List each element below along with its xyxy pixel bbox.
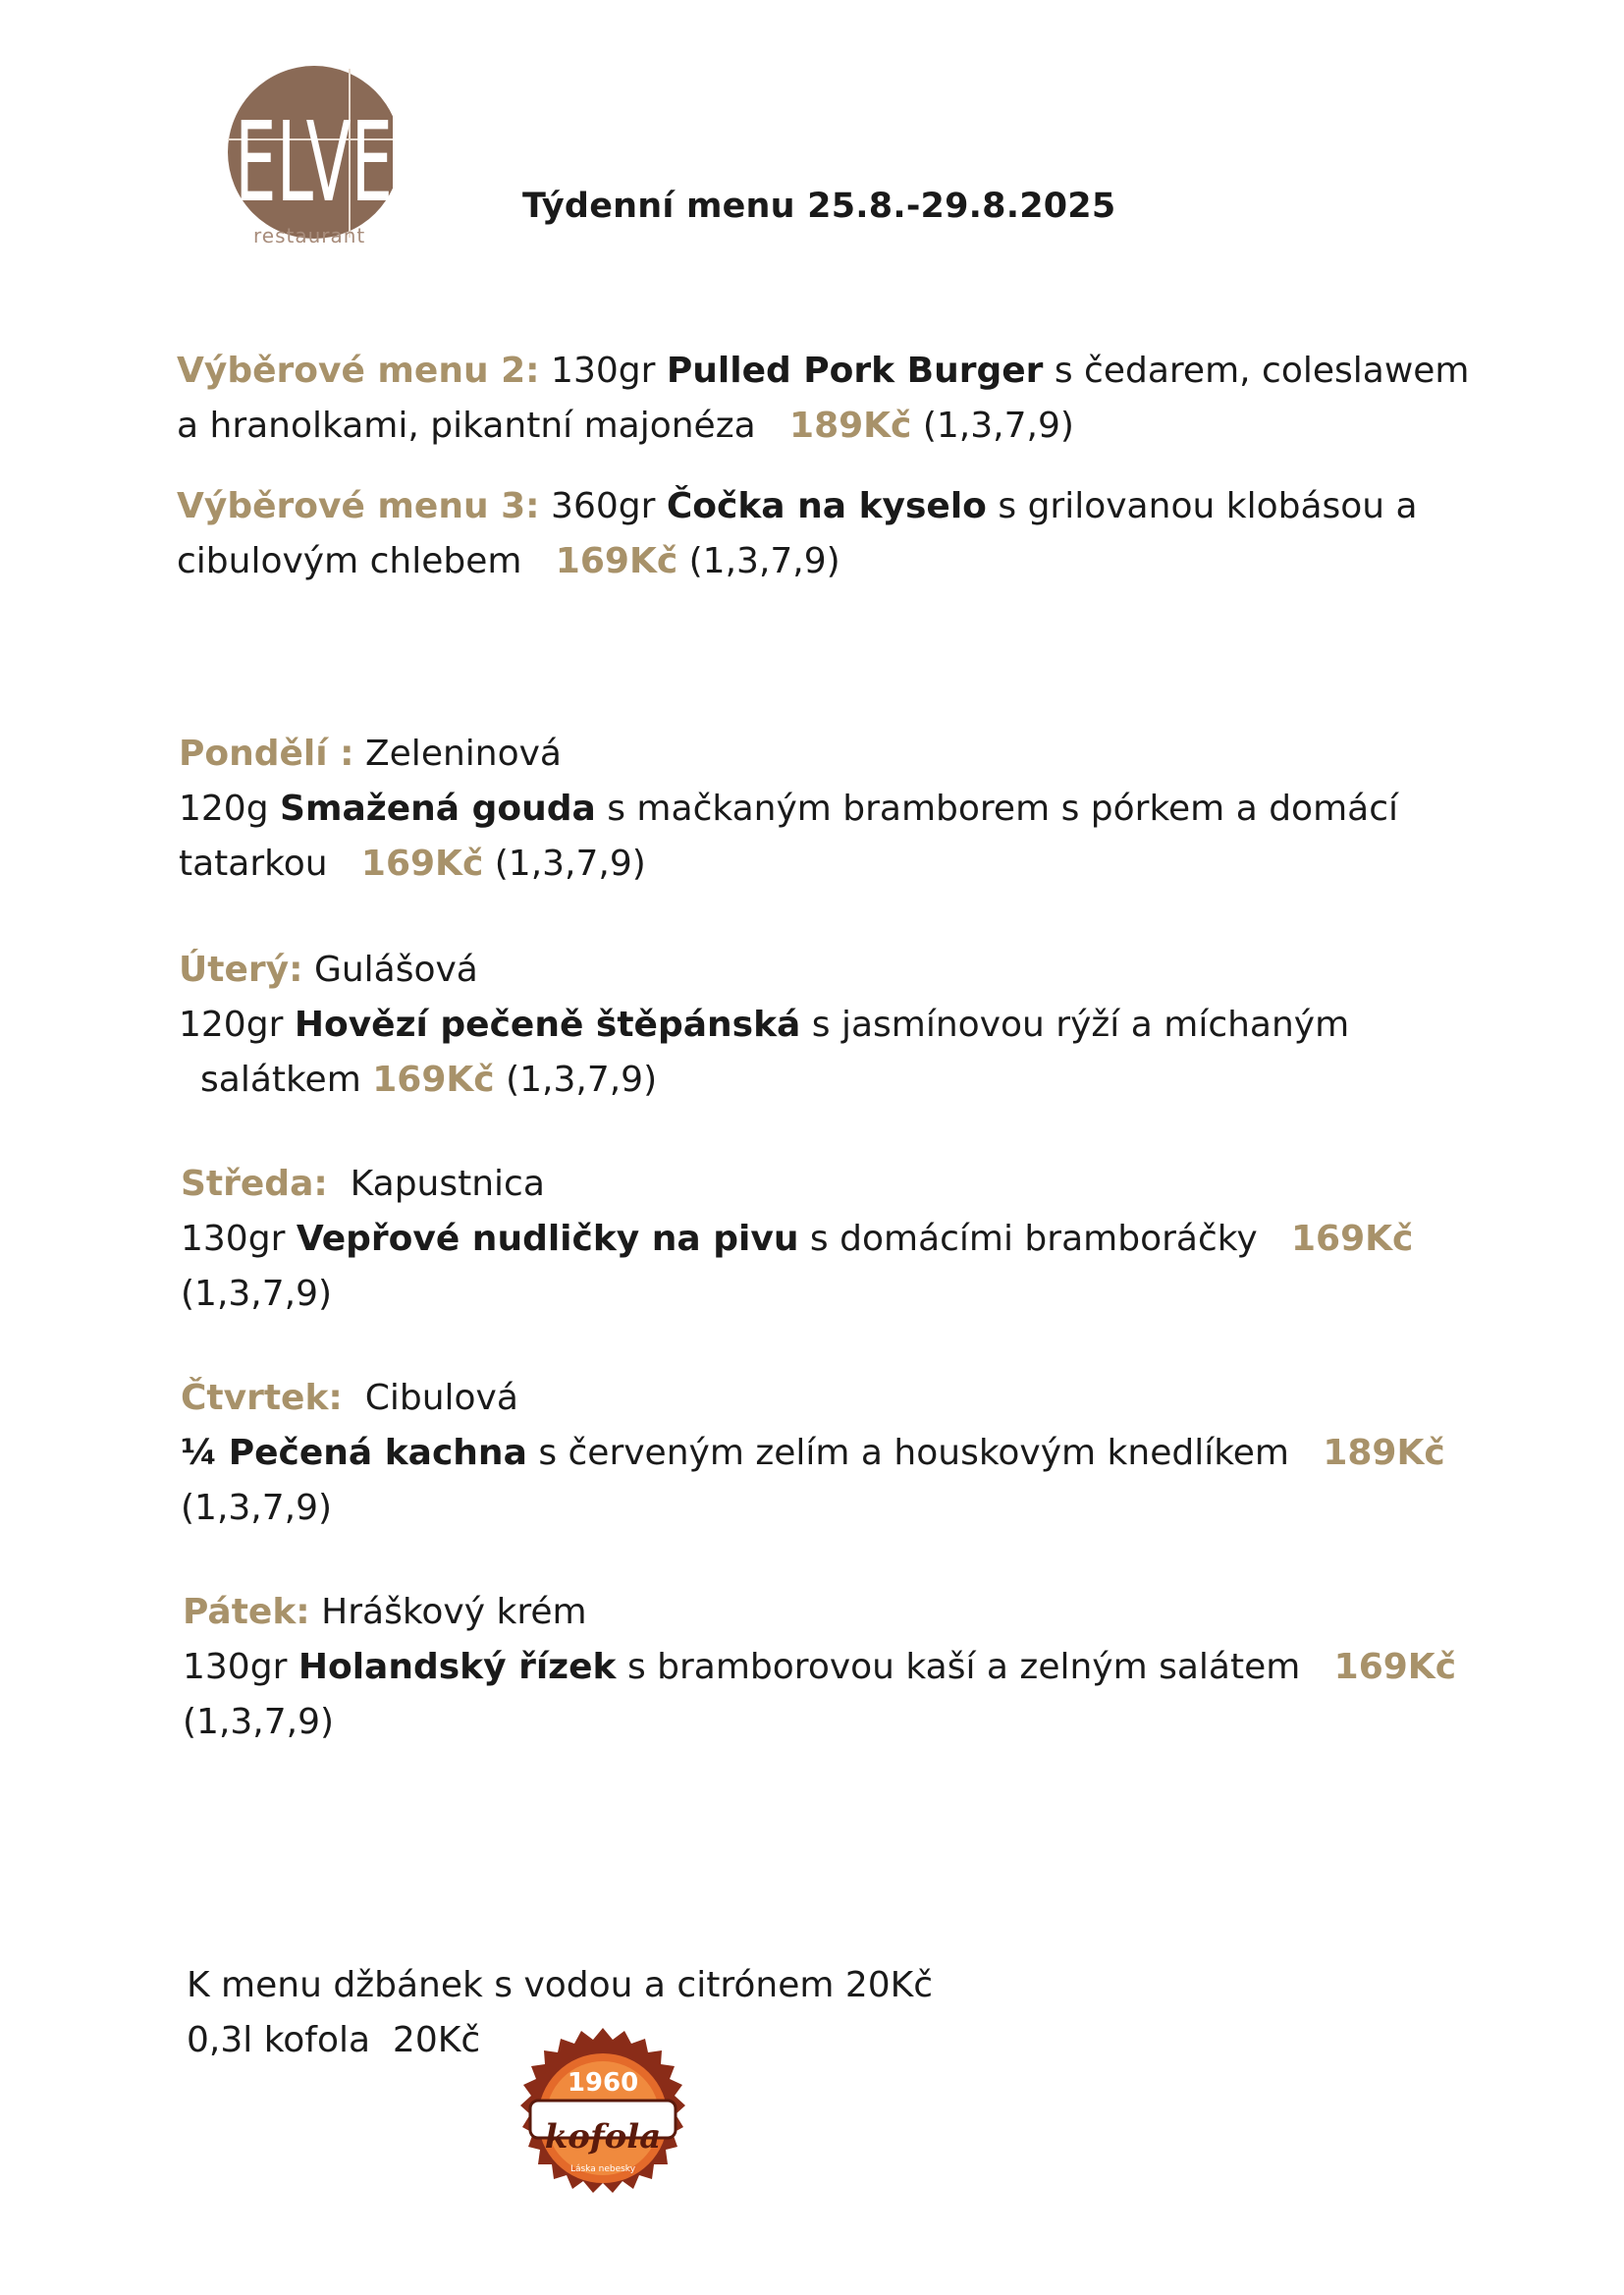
day-friday [183, 1585, 1456, 1750]
soup-name: Cibulová [364, 1378, 518, 1418]
dish-weight: 130gr [183, 1647, 288, 1687]
day-monday [179, 727, 1398, 892]
dish-price: 189Kč [789, 406, 912, 446]
soup-name: Gulášová [313, 950, 478, 990]
dish-allergens: (1,3,7,9) [183, 1702, 335, 1742]
dish-name: Pečená kachna [228, 1433, 527, 1473]
drinks-water: K menu džbánek s vodou a citrónem 20Kč [187, 1965, 934, 2005]
dish-description-cont: salátkem [200, 1060, 361, 1100]
day-label: Úterý: [179, 950, 303, 990]
dish-allergens: (1,3,7,9) [922, 406, 1074, 446]
dish-allergens: (1,3,7,9) [181, 1274, 333, 1314]
cap-brand: kofola [544, 2117, 662, 2157]
dish-weight: 130gr [551, 351, 656, 391]
dish-name: Hovězí pečeně štěpánská [294, 1005, 801, 1045]
dish-name: Holandský řízek [298, 1647, 617, 1687]
dish-weight: 130gr [181, 1219, 286, 1259]
day-thursday [181, 1371, 1445, 1536]
dish-name: Čočka na kyselo [666, 486, 987, 526]
dish-description-cont: cibulovým chlebem [177, 541, 522, 581]
dish-description: s jasmínovou rýží a míchaným [811, 1005, 1350, 1045]
dish-price: 189Kč [1323, 1433, 1445, 1473]
dish-description: s grilovanou klobásou a [998, 486, 1418, 526]
dish-description: s mačkaným bramborem s pórkem a domácí [607, 789, 1398, 829]
dish-price: 169Kč [555, 541, 678, 581]
kofola-cap-logo [511, 2026, 695, 2211]
dish-allergens: (1,3,7,9) [494, 844, 646, 884]
dish-weight: 120g [179, 789, 269, 829]
dish-price: 169Kč [1290, 1219, 1414, 1259]
dish-description: s čedarem, coleslawem [1054, 351, 1470, 391]
dish-description-cont: a hranolkami, pikantní majonéza [177, 406, 756, 446]
dish-price: 169Kč [372, 1060, 495, 1100]
selection-label: Výběrové menu 3: [177, 486, 540, 526]
dish-description-cont: tatarkou [179, 844, 328, 884]
selection-menu-2 [177, 344, 1469, 454]
selection-label: Výběrové menu 2: [177, 351, 540, 391]
day-label: Pátek: [183, 1592, 310, 1632]
soup-name: Hráškový krém [321, 1592, 587, 1632]
dish-weight: 120gr [179, 1005, 284, 1045]
logo-subtext: restaurant [253, 224, 366, 247]
dish-allergens: (1,3,7,9) [506, 1060, 658, 1100]
dish-weight: 360gr [551, 486, 656, 526]
day-tuesday [179, 943, 1349, 1108]
soup-name: Zeleninová [365, 734, 562, 774]
dish-name: Smažená gouda [280, 789, 596, 829]
drinks-kofola: 0,3l kofola 20Kč [187, 2020, 481, 2060]
day-wednesday [181, 1157, 1413, 1322]
dish-description: s bramborovou kaší a zelným salátem [626, 1647, 1301, 1687]
page-title: Týdenní menu 25.8.-29.8.2025 [522, 187, 1116, 226]
day-label: Středa: [181, 1164, 328, 1204]
dish-description: s červeným zelím a houskovým knedlíkem [538, 1433, 1289, 1473]
day-label: Čtvrtek: [181, 1378, 343, 1418]
soup-name: Kapustnica [350, 1164, 545, 1204]
selection-menu-3 [177, 479, 1418, 589]
dish-price: 169Kč [1333, 1647, 1457, 1687]
dish-name: Pulled Pork Burger [666, 351, 1044, 391]
dish-description: s domácími bramboráčky [809, 1219, 1258, 1259]
dish-name: Vepřové nudličky na pivu [296, 1219, 799, 1259]
dish-allergens: (1,3,7,9) [688, 541, 840, 581]
cap-tagline: Láska nebesky [569, 2164, 636, 2174]
day-label: Pondělí : [179, 734, 354, 774]
dish-allergens: (1,3,7,9) [181, 1488, 333, 1528]
logo-wordmark: ELVE [235, 97, 393, 227]
cap-year: 1960 [567, 2068, 639, 2098]
dish-weight: ¼ [181, 1433, 218, 1473]
dish-price: 169Kč [360, 844, 484, 884]
